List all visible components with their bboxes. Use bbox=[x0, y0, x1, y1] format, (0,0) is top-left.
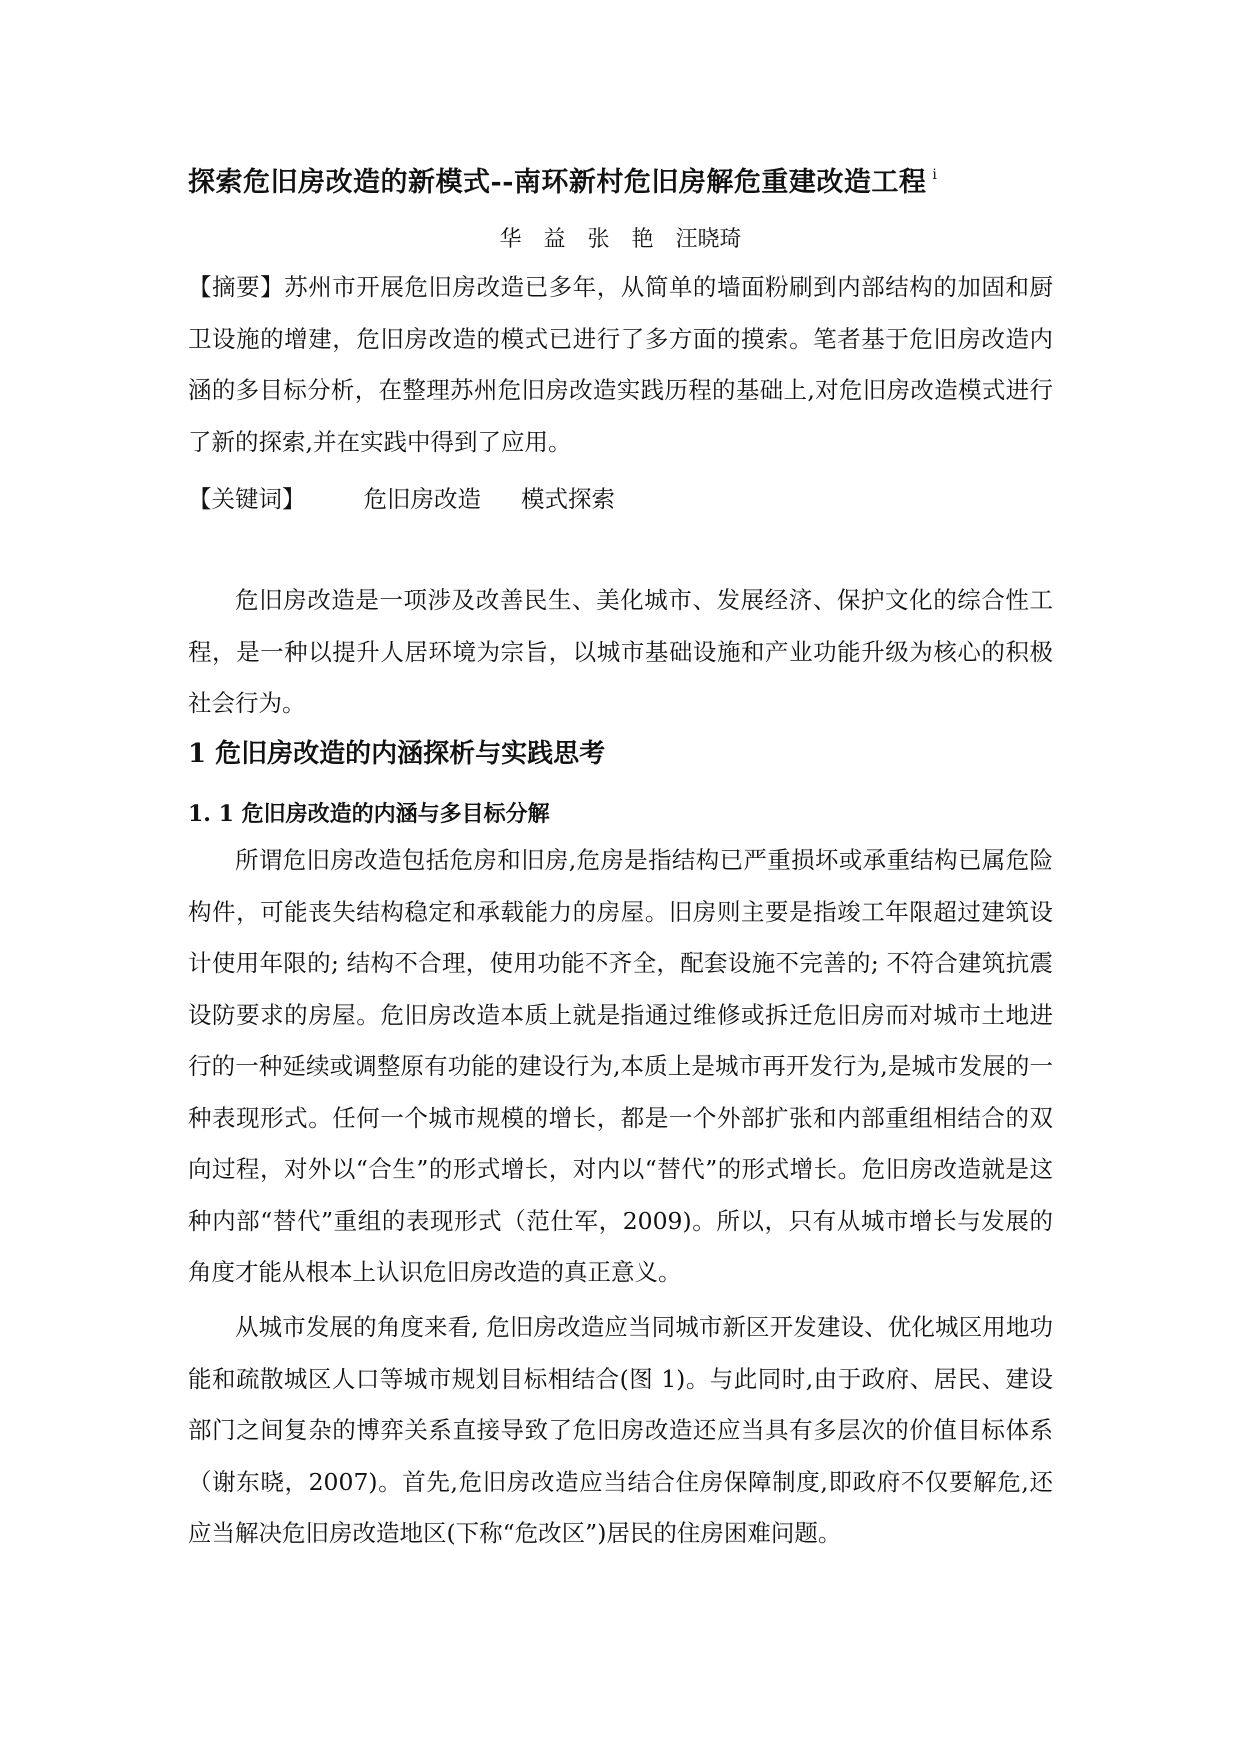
body-paragraph: 从城市发展的角度来看, 危旧房改造应当同城市新区开发建设、优化城区用地功能和疏散城区人口等城市规划目标相结合(图 1)。与此同时,由于政府、居民、建设部门之间复杂的博弈关系直接导致了危旧房改造还应当具有多层次的价值目标体系（谢东晓，2007)。首先,危旧房改造应当结合住房保障制度,即政府不仅要解危,还应当解决危旧房改造地区(下称“危改区”)居民的住房困难问题。 bbox=[188, 1313, 1053, 1547]
keywords-line bbox=[188, 474, 615, 525]
paper-title bbox=[188, 160, 1088, 199]
keyword-item: 模式探索 bbox=[521, 485, 615, 513]
keywords-label: 【关键词】 bbox=[188, 485, 306, 513]
author-list: 华 益 张 艳 汪晓琦 bbox=[499, 227, 742, 252]
title-footnote-mark[interactable]: i bbox=[932, 167, 938, 183]
keyword-item: 危旧房改造 bbox=[363, 485, 481, 513]
section-heading: 1 危旧房改造的内涵探析与实践思考 bbox=[188, 739, 606, 769]
body-paragraph: 所谓危旧房改造包括危房和旧房,危房是指结构已严重损坏或承重结构已属危险构件，可能丧失结构稳定和承载能力的房屋。旧房则主要是指竣工年限超过建筑设计使用年限的; 结构不合理，使用功能不齐全，配套设施不完善的; 不符合建筑抗震设防要求的房屋。危旧房改造本质上就是指通过维修或拆迁危旧房而对城市土地进行的一种延续或调整原有功能的建设行为,本质上是城市再开发行为,是城市发展的一种表现形式。任何一个城市规模的增长，都是一个外部扩张和内部重组相结合的双向过程，对外以“合生”的形式增长，对内以“替代”的形式增长。危旧房改造就是这种内部“替代”重组的表现形式（范仕军，2009)。所以，只有从城市增长与发展的角度才能从根本上认识危旧房改造的真正意义。 bbox=[188, 846, 1053, 1286]
paper-title-text: 探索危旧房改造的新模式--南环新村危旧房解危重建改造工程 bbox=[188, 167, 927, 198]
intro-paragraph: 危旧房改造是一项涉及改善民生、美化城市、发展经济、保护文化的综合性工程，是一种以提升人居环境为宗旨，以城市基础设施和产业功能升级为核心的积极社会行为。 bbox=[188, 586, 1053, 717]
abstract-paragraph: 【摘要】苏州市开展危旧房改造已多年，从简单的墙面粉刷到内部结构的加固和厨卫设施的增建，危旧房改造的模式已进行了多方面的摸索。笔者基于危旧房改造内涵的多目标分析，在整理苏州危旧房改造实践历程的基础上,对危旧房改造模式进行了新的探索,并在实践中得到了应用。 bbox=[188, 273, 1053, 456]
subsection-heading: 1. 1 危旧房改造的内涵与多目标分解 bbox=[188, 801, 550, 827]
